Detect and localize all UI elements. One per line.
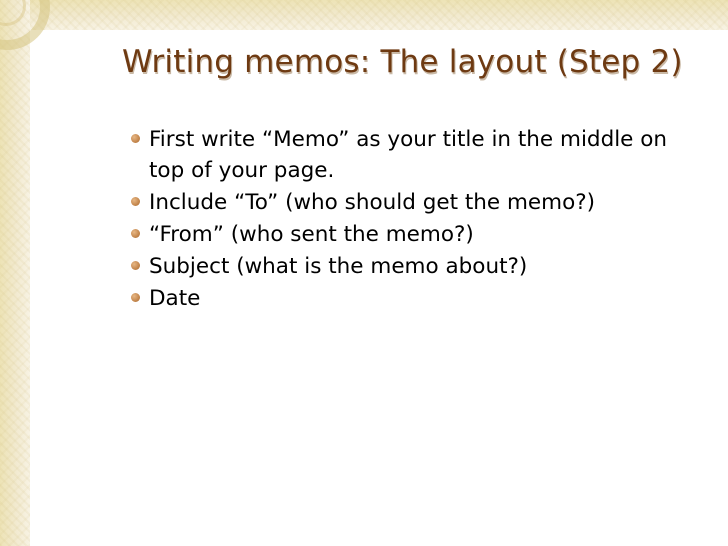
bullet-item [129,283,674,314]
bullet-dot-icon [131,261,140,270]
bullet-text: “From” (who sent the memo?) [149,222,474,247]
bullet-text: First write “Memo” as your title in the middle on top of your page. [149,127,668,183]
bullet-text: Include “To” (who should get the memo?) [149,190,596,215]
top-decorative-band [0,0,728,30]
bullet-text: Date [149,286,201,311]
slide-title: Writing memos: The layout (Step 2) [122,44,683,80]
bullet-dot-icon [131,134,140,143]
bullet-dot-icon [131,293,140,302]
bullet-dot-icon [131,229,140,238]
bullet-text: Subject (what is the memo about?) [149,254,528,279]
band-texture [0,0,30,546]
bullet-dot-icon [131,197,140,206]
bullet-item [129,251,674,282]
bullet-item [129,219,674,250]
bullet-item [129,187,674,218]
bullet-item [129,124,674,186]
band-texture [0,0,728,30]
left-decorative-band [0,0,30,546]
bullet-list [129,124,674,315]
